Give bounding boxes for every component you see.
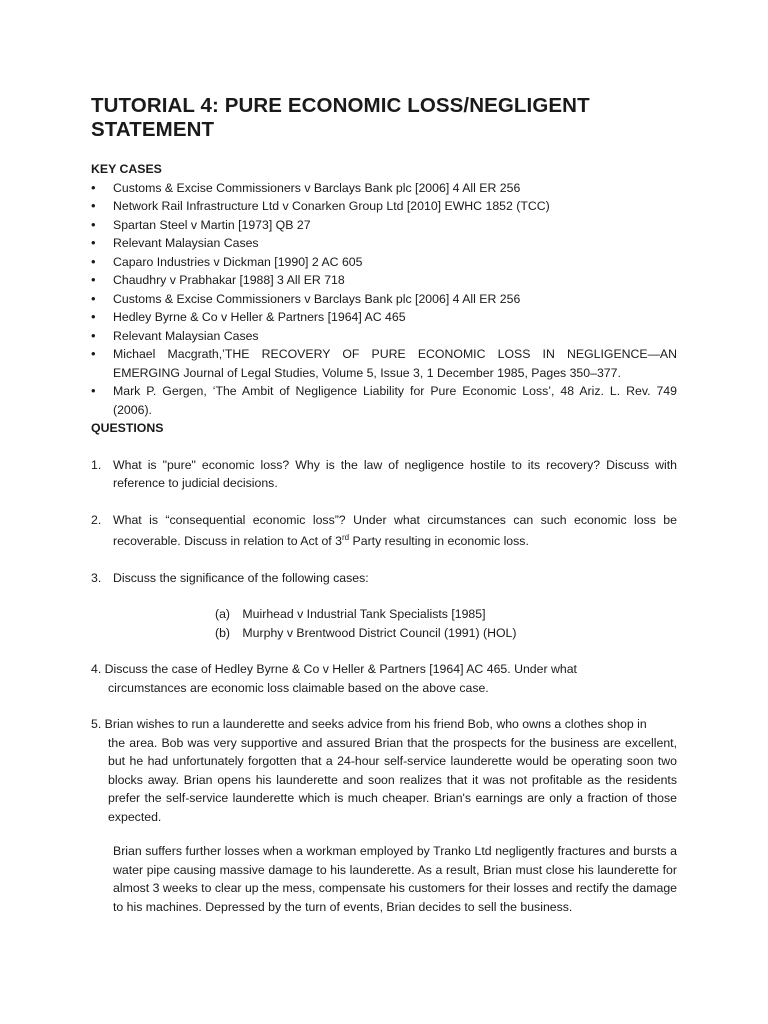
- subitem-label: (b): [215, 625, 231, 640]
- subitem-text: Muirhead v Industrial Tank Specialists [1985]: [242, 607, 486, 622]
- question-5-first-line: 5. Brian wishes to run a launderette and seeks advice from his friend Bob, who owns a clothes shop in: [91, 717, 647, 732]
- question-2-text-end: Party resulting in economic loss.: [349, 534, 529, 549]
- question-3: [91, 569, 677, 588]
- question-2-text: What is “consequential economic loss”? Under what circumstances can such economic loss be recoverable. Discuss in relation to Act of 3: [113, 512, 677, 549]
- question-5-paragraph-2: Brian suffers further losses when a workman employed by Tranko Ltd negligently fractures and bursts a water pipe causing massive damage to his launderette. As a result, Brian must close his launderette for almost 3 weeks to clear up the mess, compensate his customers for their losses and rectify the damage to his machines. Depressed by the turn of events, Brian decides to sell the business.: [113, 844, 677, 914]
- question-3-subitem-a: [91, 605, 677, 624]
- key-case-item: • Spartan Steel v Martin [1973] QB 27: [91, 216, 677, 235]
- key-case-item: • Customs & Excise Commissioners v Barclays Bank plc [2006] 4 All ER 256: [91, 179, 677, 198]
- questions-heading: QUESTIONS: [91, 421, 164, 435]
- key-case-item: • Relevant Malaysian Cases: [91, 234, 677, 253]
- question-3-subitem-b: [91, 624, 677, 643]
- key-case-item: • Network Rail Infrastructure Ltd v Conarken Group Ltd [2010] EWHC 1852 (TCC): [91, 197, 677, 216]
- key-case-item: • Customs & Excise Commissioners v Barclays Bank plc [2006] 4 All ER 256: [91, 290, 677, 309]
- key-case-item: • Hedley Byrne & Co v Heller & Partners [1964] AC 465: [91, 308, 677, 327]
- question-4-line-1: 4. Discuss the case of Hedley Byrne & Co v Heller & Partners [1964] AC 465. Under what: [91, 662, 577, 677]
- question-2-number: 2.: [91, 512, 102, 527]
- question-2: [91, 511, 677, 551]
- question-3-number: 3.: [91, 570, 102, 585]
- key-case-item: • Chaudhry v Prabhakar [1988] 3 All ER 718: [91, 271, 677, 290]
- question-1: [91, 456, 677, 493]
- question-5-body: the area. Bob was very supportive and assured Brian that the prospects for the business are excellent, but he had unfortunately forgotten that a 24-hour self-service launderette would be operating soon two blocks away. Brian opens his launderette and soon realizes that it was not profitable as the residents prefer the self-service launderette which is much cheaper. Brian's earnings are only a fraction of those expected.: [108, 735, 677, 824]
- question-3-text: Discuss the significance of the following cases:: [113, 570, 369, 585]
- key-cases-list: [91, 179, 677, 420]
- subitem-label: (a): [215, 607, 231, 622]
- question-2-superscript: rd: [341, 533, 350, 542]
- question-1-number: 1.: [91, 457, 102, 472]
- question-4-line-2: circumstances are economic loss claimable based on the above case.: [108, 680, 489, 695]
- key-cases-heading: KEY CASES: [91, 162, 162, 176]
- document-title: TUTORIAL 4: PURE ECONOMIC LOSS/NEGLIGENT STATEMENT: [91, 94, 590, 141]
- question-1-text: What is "pure" economic loss? Why is the law of negligence hostile to its recovery? Discuss with reference to judicial decisions.: [113, 457, 677, 490]
- key-case-item: • Caparo Industries v Dickman [1990] 2 AC 605: [91, 253, 677, 272]
- key-case-item: • Mark P. Gergen, ‘The Ambit of Negligence Liability for Pure Economic Loss’, 48 Ariz. L. Rev. 749 (2006).: [91, 382, 677, 419]
- key-case-item: • Michael Macgrath,’THE RECOVERY OF PURE ECONOMIC LOSS IN NEGLIGENCE—AN EMERGING Journal of Legal Studies, Volume 5, Issue 3, 1 December 1985, Pages 350–377.: [91, 345, 677, 382]
- subitem-text: Murphy v Brentwood District Council (1991) (HOL): [242, 625, 517, 640]
- key-case-item: • Relevant Malaysian Cases: [91, 327, 677, 346]
